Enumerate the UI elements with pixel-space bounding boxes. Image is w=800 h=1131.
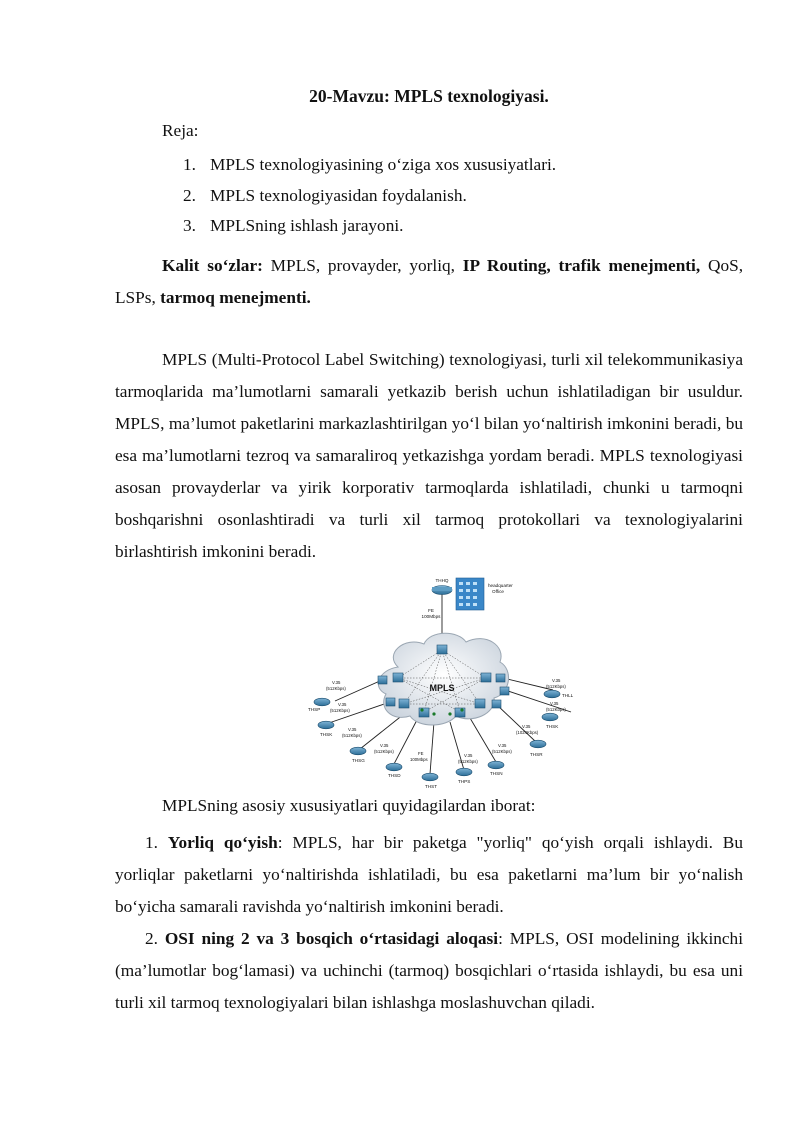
svg-text:(512Kbps): (512Kbps) [374,749,394,754]
svg-text:THPS: THPS [458,779,471,784]
svg-text:(512Kbps): (512Kbps) [326,686,346,691]
svg-text:100Mbps: 100Mbps [410,757,428,762]
svg-text:(512Kbps): (512Kbps) [330,708,350,713]
cloud-label: MPLS [429,683,455,693]
keywords-paragraph: Kalit so‘zlar: MPLS, provayder, yorliq, IP Routing, trafik menejmenti, QoS, LSPs, tarmoq menejmenti. [115,256,744,307]
svg-text:FE: FE [418,751,424,756]
hq-router [432,586,452,595]
svg-text:THSN: THSN [490,771,503,776]
svg-text:V.35: V.35 [348,727,357,732]
svg-text:THSG: THSG [352,758,365,763]
svg-text:V.35: V.35 [522,724,531,729]
svg-text:(1024Kbps): (1024Kbps) [516,730,539,735]
features-intro: MPLSning asosiy xususiyatlari quyidagilardan iborat: [162,796,536,815]
svg-text:V.35: V.35 [550,701,559,706]
hq-link-type: FE [428,608,434,613]
svg-text:THSK: THSK [320,732,333,737]
feature-2-paragraph: 2. OSI ning 2 va 3 bosqich o‘rtasidagi aloqasi: MPLS, OSI modelining ikkinchi (ma’lumotlar bog‘lamasi) va uchinchi (tarmoq) bosqichlari o‘rtasida ishlaydi, bu esa uni turli xil tarmoq texnologiyalari bilan ishlashga moslashuvchan qiladi. [115,929,744,1012]
svg-text:(512Kbps): (512Kbps) [492,749,512,754]
plan-list [183,154,556,246]
plan-item: 3. MPLSning ishlash jarayoni. [183,216,404,235]
svg-text:V.35: V.35 [552,678,561,683]
svg-text:(512Kbps): (512Kbps) [458,759,478,764]
document-title: 20-Mavzu: MPLS texnologiyasi. [309,86,549,106]
svg-text:THSP: THSP [308,707,321,712]
hq-link-speed: 100Mbps [421,614,441,619]
svg-text:(512Kbps): (512Kbps) [342,733,362,738]
hq-office-label-2: Office [492,589,504,594]
feature-1-paragraph: 1. Yorliq qo‘yish: MPLS, har bir paketga "yorliq" qo‘yish orqali ishlaydi. Bu yorliqlar paketlarni yo‘naltirishda ishlatiladi, bu esa paketlarni ma’lum bir yo‘nalish bo‘yicha samarali ravishda yo‘naltirish imkonini beradi. [115,833,743,916]
plan-label: Reja: [162,121,199,140]
svg-text:V.35: V.35 [332,680,341,685]
svg-text:THSR: THSR [530,752,543,757]
plan-item: 2. MPLS texnologiyasidan foydalanish. [183,185,467,205]
svg-text:THLL: THLL [562,693,574,698]
plan-item: 1. MPLS texnologiyasining o‘ziga xos xususiyatlari. [183,155,557,174]
svg-text:(512Kbps): (512Kbps) [546,684,566,689]
svg-text:V.35: V.35 [498,743,507,748]
svg-text:V.35: V.35 [380,743,389,748]
svg-text:THSD: THSD [388,773,401,778]
svg-text:(512Kbps): (512Kbps) [546,707,566,712]
mpls-network-diagram [300,574,592,792]
intro-paragraph: MPLS (Multi-Protocol Label Switching) texnologiyasi, turli xil telekommunikasiya tarmoqlarida ma’lumotlarni samarali yetkazib berish uchun ishlatiladigan bir usuldur. MPLS, ma’lumot paketlarini markazlashtirilgan yo‘l bilan yo‘naltirish imkonini beradi, bu esa ma’lumotlarni tezroq va samaraliroq yetkazishga yordam beradi. MPLS texnologiyasi asosan provayderlar va yirik korporativ tarmoqlarda ishlatiladi, chunki u tarmoqni boshqarishni osonlashtiradi va turli xil tarmoq protokollari va texnologiyalarini birlashtirish imkonini beradi. [115,350,743,561]
hq-building-icon [456,578,484,610]
hq-router-label: THHQ [435,578,449,583]
svg-text:V.35: V.35 [464,753,473,758]
hq-office-label-1: headquarter [488,583,513,588]
svg-text:THST: THST [425,784,437,789]
svg-text:V.35: V.35 [338,702,347,707]
svg-text:THSK: THSK [546,724,559,729]
